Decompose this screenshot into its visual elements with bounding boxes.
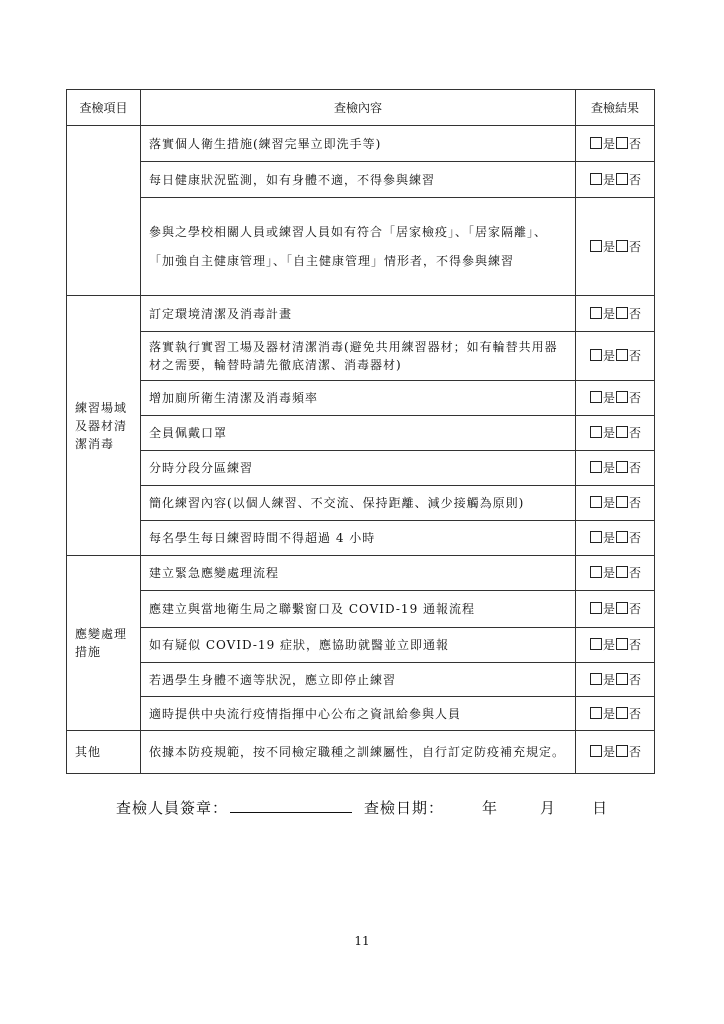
- yes-label: 是: [602, 136, 615, 151]
- table-row: [67, 296, 655, 332]
- table-row: [67, 628, 655, 663]
- table-row: [67, 332, 655, 381]
- result-cell: [576, 486, 655, 521]
- check-item-text: 全員佩戴口罩: [141, 416, 576, 451]
- table-row: [67, 381, 655, 416]
- yes-label: 是: [602, 391, 615, 405]
- result-cell: [576, 416, 655, 451]
- yes-checkbox[interactable]: [590, 173, 602, 185]
- yes-label: 是: [602, 172, 615, 187]
- yes-label: 是: [602, 426, 615, 440]
- yes-checkbox[interactable]: [590, 349, 602, 361]
- check-item-text: 訂定環境清潔及消毒計畫: [141, 296, 576, 332]
- table-row: [67, 126, 655, 162]
- result-cell: [576, 162, 655, 198]
- signature-field[interactable]: [230, 800, 352, 813]
- yes-checkbox[interactable]: [590, 426, 602, 438]
- header-content: 查檢內容: [141, 90, 576, 126]
- table-body: [67, 126, 655, 774]
- no-label: 否: [629, 638, 642, 652]
- category-cell: [67, 296, 141, 556]
- yes-checkbox[interactable]: [590, 638, 602, 650]
- yes-label: 是: [602, 306, 615, 321]
- no-checkbox[interactable]: [616, 307, 628, 319]
- result-cell: [576, 451, 655, 486]
- no-label: 否: [629, 306, 642, 321]
- no-checkbox[interactable]: [616, 391, 628, 403]
- yes-checkbox[interactable]: [590, 707, 602, 719]
- result-cell: [576, 521, 655, 556]
- result-cell: [576, 556, 655, 591]
- result-cell: [576, 332, 655, 381]
- header-category: 查檢項目: [67, 90, 141, 126]
- check-item-text: 若遇學生身體不適等狀況，應立即停止練習: [141, 663, 576, 697]
- check-item-text: 如有疑似 COVID-19 症狀，應協助就醫並立即通報: [141, 628, 576, 663]
- table-row: [67, 556, 655, 591]
- result-cell: [576, 663, 655, 697]
- category-label: 應變處理: [75, 627, 128, 641]
- no-label: 否: [629, 706, 642, 721]
- month-label: 月: [540, 799, 557, 817]
- yes-label: 是: [602, 745, 615, 759]
- yes-label: 是: [602, 349, 615, 363]
- category-label: 潔消毒: [75, 436, 115, 451]
- table-row: [67, 731, 655, 774]
- yes-label: 是: [602, 461, 615, 475]
- no-label: 否: [629, 172, 642, 187]
- category-label: 練習場域: [75, 400, 128, 415]
- yes-checkbox[interactable]: [590, 531, 602, 543]
- yes-checkbox[interactable]: [590, 566, 602, 578]
- category-cell: [67, 731, 141, 774]
- no-checkbox[interactable]: [616, 602, 628, 614]
- check-item-text: 應建立與當地衛生局之聯繫窗口及 COVID-19 通報流程: [141, 591, 576, 628]
- category-cell: [67, 126, 141, 296]
- result-cell: [576, 296, 655, 332]
- no-checkbox[interactable]: [616, 426, 628, 438]
- no-label: 否: [629, 566, 642, 580]
- yes-label: 是: [602, 638, 615, 652]
- yes-checkbox[interactable]: [590, 307, 602, 319]
- check-item-text: 增加廁所衛生清潔及消毒頻率: [141, 381, 576, 416]
- no-label: 否: [629, 426, 642, 440]
- yes-checkbox[interactable]: [590, 745, 602, 757]
- yes-label: 是: [602, 531, 615, 545]
- table-row: [67, 591, 655, 628]
- yes-checkbox[interactable]: [590, 673, 602, 685]
- day-label: 日: [592, 799, 609, 817]
- yes-checkbox[interactable]: [590, 602, 602, 614]
- check-item-text: 簡化練習內容(以個人練習、不交流、保持距離、減少接觸為原則): [141, 486, 576, 521]
- no-checkbox[interactable]: [616, 349, 628, 361]
- result-cell: [576, 697, 655, 731]
- no-checkbox[interactable]: [616, 240, 628, 252]
- check-item-text: 參與之學校相關人員或練習人員如有符合「居家檢疫」、「居家隔離」、「加強自主健康管理」、「自主健康管理」情形者，不得參與練習: [141, 198, 576, 296]
- category-label: 其他: [75, 745, 102, 759]
- no-checkbox[interactable]: [616, 707, 628, 719]
- inspection-table: [66, 89, 655, 774]
- no-label: 否: [629, 461, 642, 475]
- table-row: [67, 521, 655, 556]
- no-checkbox[interactable]: [616, 531, 628, 543]
- category-cell: [67, 556, 141, 731]
- check-item-text: 落實執行實習工場及器材清潔消毒(避免共用練習器材；如有輪替共用器材之需要，輪替時請先徹底清潔、消毒器材): [141, 332, 576, 381]
- table-row: [67, 198, 655, 296]
- no-label: 否: [629, 602, 642, 616]
- no-label: 否: [629, 349, 642, 363]
- check-item-text: 每日健康狀況監測，如有身體不適，不得參與練習: [141, 162, 576, 198]
- yes-label: 是: [602, 672, 615, 687]
- no-checkbox[interactable]: [616, 461, 628, 473]
- yes-checkbox[interactable]: [590, 240, 602, 252]
- no-checkbox[interactable]: [616, 496, 628, 508]
- result-cell: [576, 731, 655, 774]
- result-cell: [576, 126, 655, 162]
- table-row: [67, 162, 655, 198]
- no-label: 否: [629, 239, 642, 254]
- signature-label: 查檢人員簽章：: [116, 799, 229, 817]
- no-checkbox[interactable]: [616, 173, 628, 185]
- table-row: [67, 697, 655, 731]
- no-checkbox[interactable]: [616, 638, 628, 650]
- check-item-text: 分時分段分區練習: [141, 451, 576, 486]
- no-checkbox[interactable]: [616, 137, 628, 149]
- date-label: 查檢日期：: [364, 799, 445, 817]
- no-checkbox[interactable]: [616, 566, 628, 578]
- no-label: 否: [629, 672, 642, 687]
- yes-label: 是: [602, 496, 615, 510]
- signature-line: [116, 797, 608, 818]
- yes-label: 是: [602, 566, 615, 580]
- check-item-text: 落實個人衛生措施(練習完畢立即洗手等): [141, 126, 576, 162]
- header-result: 查檢結果: [576, 90, 655, 126]
- category-label: 及器材清: [75, 418, 128, 433]
- check-item-text: 適時提供中央流行疫情指揮中心公布之資訊給參與人員: [141, 697, 576, 731]
- no-label: 否: [629, 745, 642, 759]
- no-checkbox[interactable]: [616, 745, 628, 757]
- category-label: 措施: [75, 645, 102, 659]
- yes-label: 是: [602, 706, 615, 721]
- page-number: 11: [354, 934, 370, 948]
- result-cell: [576, 198, 655, 296]
- year-label: 年: [482, 799, 499, 817]
- yes-checkbox[interactable]: [590, 137, 602, 149]
- yes-label: 是: [602, 602, 615, 616]
- check-item-text: 建立緊急應變處理流程: [141, 556, 576, 591]
- no-label: 否: [629, 496, 642, 510]
- result-cell: [576, 591, 655, 628]
- no-label: 否: [629, 391, 642, 405]
- table-row: [67, 451, 655, 486]
- result-cell: [576, 628, 655, 663]
- yes-checkbox[interactable]: [590, 496, 602, 508]
- no-checkbox[interactable]: [616, 673, 628, 685]
- no-label: 否: [629, 136, 642, 151]
- table-row: [67, 486, 655, 521]
- yes-checkbox[interactable]: [590, 391, 602, 403]
- no-label: 否: [629, 531, 642, 545]
- check-item-text: 依據本防疫規範，按不同檢定職種之訓練屬性，自行訂定防疫補充規定。: [141, 731, 576, 774]
- yes-label: 是: [602, 239, 615, 254]
- result-cell: [576, 381, 655, 416]
- table-header-row: [67, 90, 655, 126]
- table-row: [67, 416, 655, 451]
- table-row: [67, 663, 655, 697]
- check-item-text: 每名學生每日練習時間不得超過 4 小時: [141, 521, 576, 556]
- yes-checkbox[interactable]: [590, 461, 602, 473]
